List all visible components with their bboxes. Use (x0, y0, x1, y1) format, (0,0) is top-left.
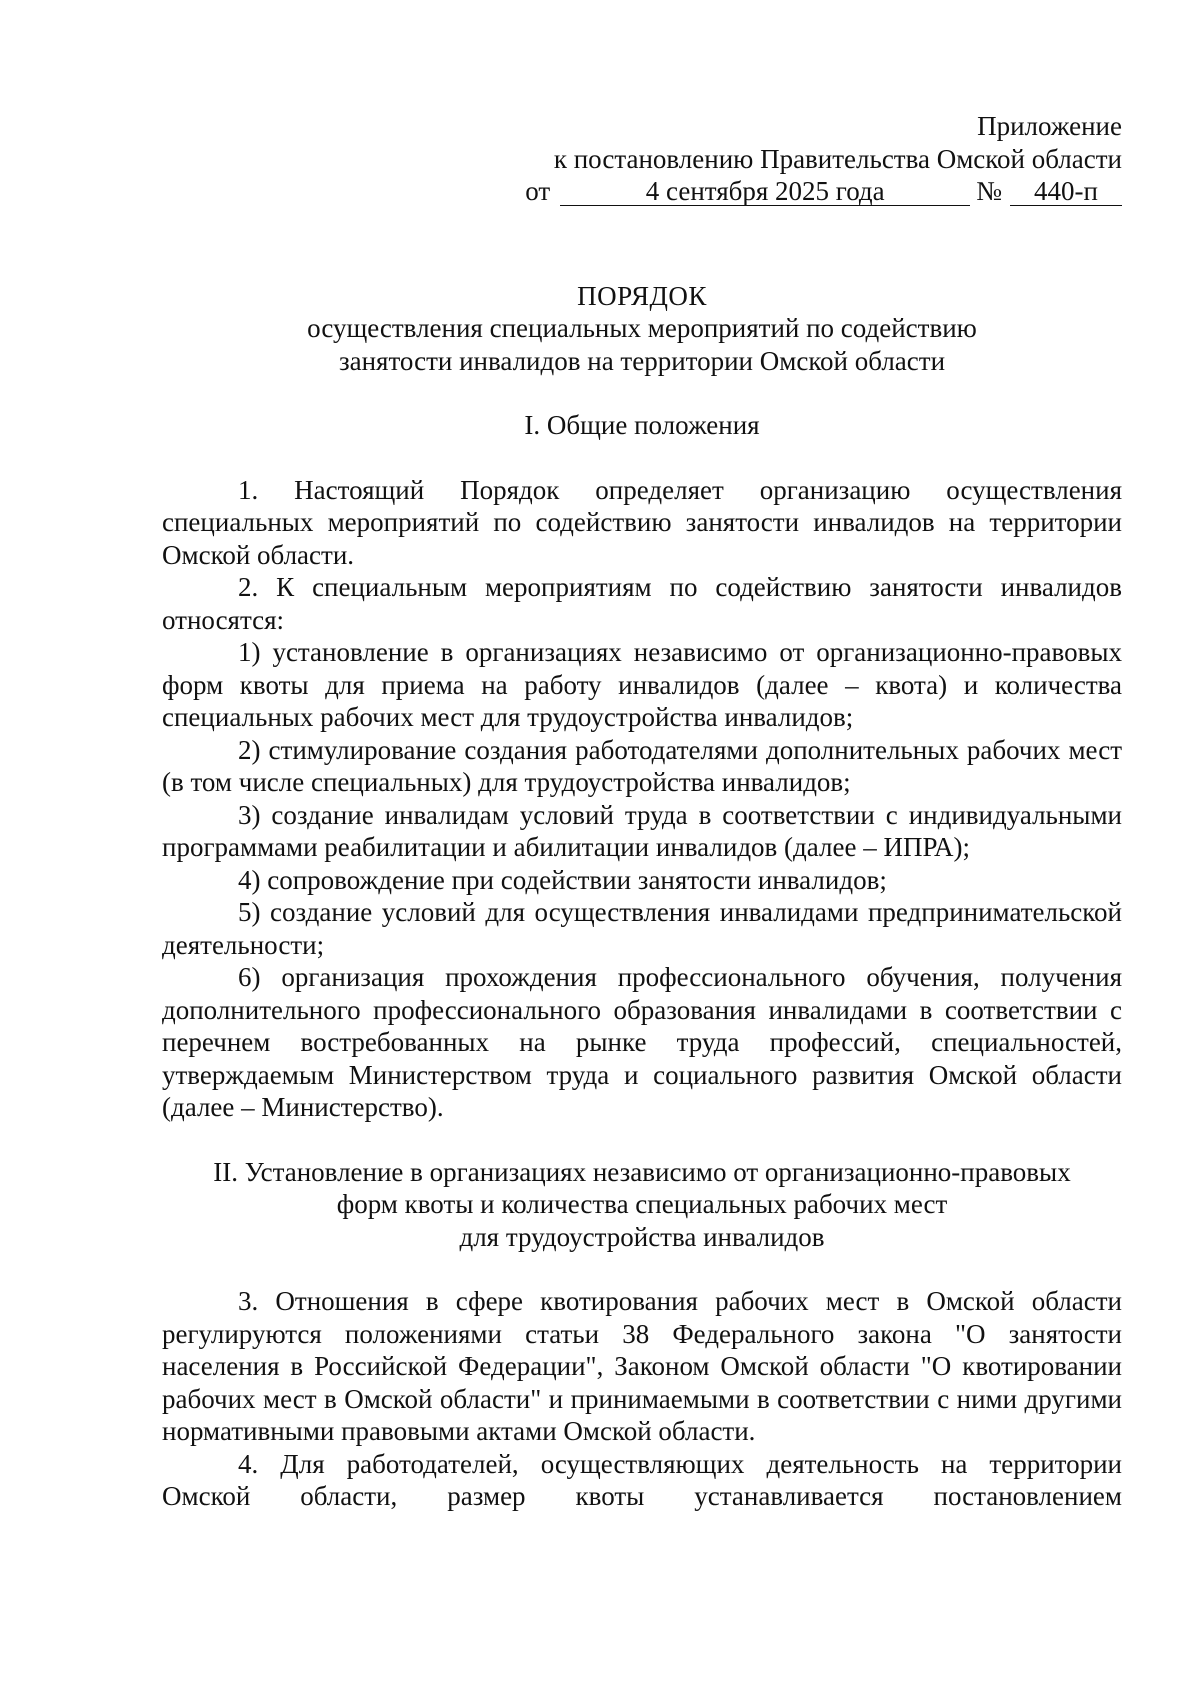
section-2-heading-line-2: форм квоты и количества специальных рабочих мест (336, 1189, 948, 1219)
list-item-4: 4) сопровождение при содействии занятости инвалидов; (238, 864, 887, 895)
title-main: ПОРЯДОК (577, 280, 707, 311)
paragraph-4: 4. Для работодателей, осуществляющих деятельность на территории Омской области, размер квоты устанавливается постановлением (162, 1448, 1122, 1511)
resolution-reference: к постановлению Правительства Омской области (553, 143, 1122, 174)
paragraph-3: 3. Отношения в сфере квотирования рабочих мест в Омской области регулируются положениями статьи 38 Федерального закона "О занятости населения в Российской Федерации", Законом Омской области "О квотировании рабочих мест в Омской области" и принимаемыми в соответствии с ними другими нормативными правовыми актами Омской области. (162, 1286, 1122, 1446)
list-item-3: 3) создание инвалидам условий труда в соответствии с индивидуальными программами реабилитации и абилитации инвалидов (далее – ИПРА); (162, 799, 1122, 862)
title-subtitle-line-1: осуществления специальных мероприятий по содействию (307, 313, 977, 343)
list-item-6: 6) организация прохождения профессионального обучения, получения дополнительного профессионального образования инвалидами в соответствии с перечнем востребованных на рынке труда профессий, специальностей, утверждаемым Министерством труда и социального развития Омской области (далее – Министерство). (162, 962, 1122, 1122)
document-title (162, 280, 1122, 378)
list-item-2: 2) стимулирование создания работодателями дополнительных рабочих мест (в том числе специальных) для трудоустройства инвалидов; (162, 734, 1122, 797)
title-subtitle-line-2: занятости инвалидов на территории Омской области (338, 345, 946, 376)
section-2-heading-line-1: II. Установление в организациях независимо от организационно-правовых (213, 1156, 1071, 1187)
number-label: № (976, 176, 1002, 206)
paragraph-2: 2. К специальным мероприятиям по содействию занятости инвалидов относятся: (162, 572, 1122, 635)
resolution-date: 4 сентября 2025 года (560, 177, 970, 206)
list-item-1: 1) установление в организациях независимо от организационно-правовых форм квоты для приема на работу инвалидов (далее – квота) и количества специальных рабочих мест для трудоустройства инвалидов; (162, 637, 1122, 732)
from-label: от (525, 176, 551, 206)
list-item-5: 5) создание условий для осуществления инвалидами предпринимательской деятельности; (162, 897, 1122, 960)
date-number-line (522, 175, 1122, 208)
resolution-number: 440-п (1010, 177, 1122, 206)
section-2-heading-line-3: для трудоустройства инвалидов (459, 1221, 825, 1252)
appendix-label: Приложение (977, 111, 1122, 141)
section-2-heading (162, 1156, 1122, 1254)
paragraph-1: 1. Настоящий Порядок определяет организацию осуществления специальных мероприятий по содействию занятости инвалидов на территории Омской области. (162, 474, 1122, 570)
appendix-header (522, 110, 1122, 208)
section-1-heading: I. Общие положения (524, 410, 760, 440)
